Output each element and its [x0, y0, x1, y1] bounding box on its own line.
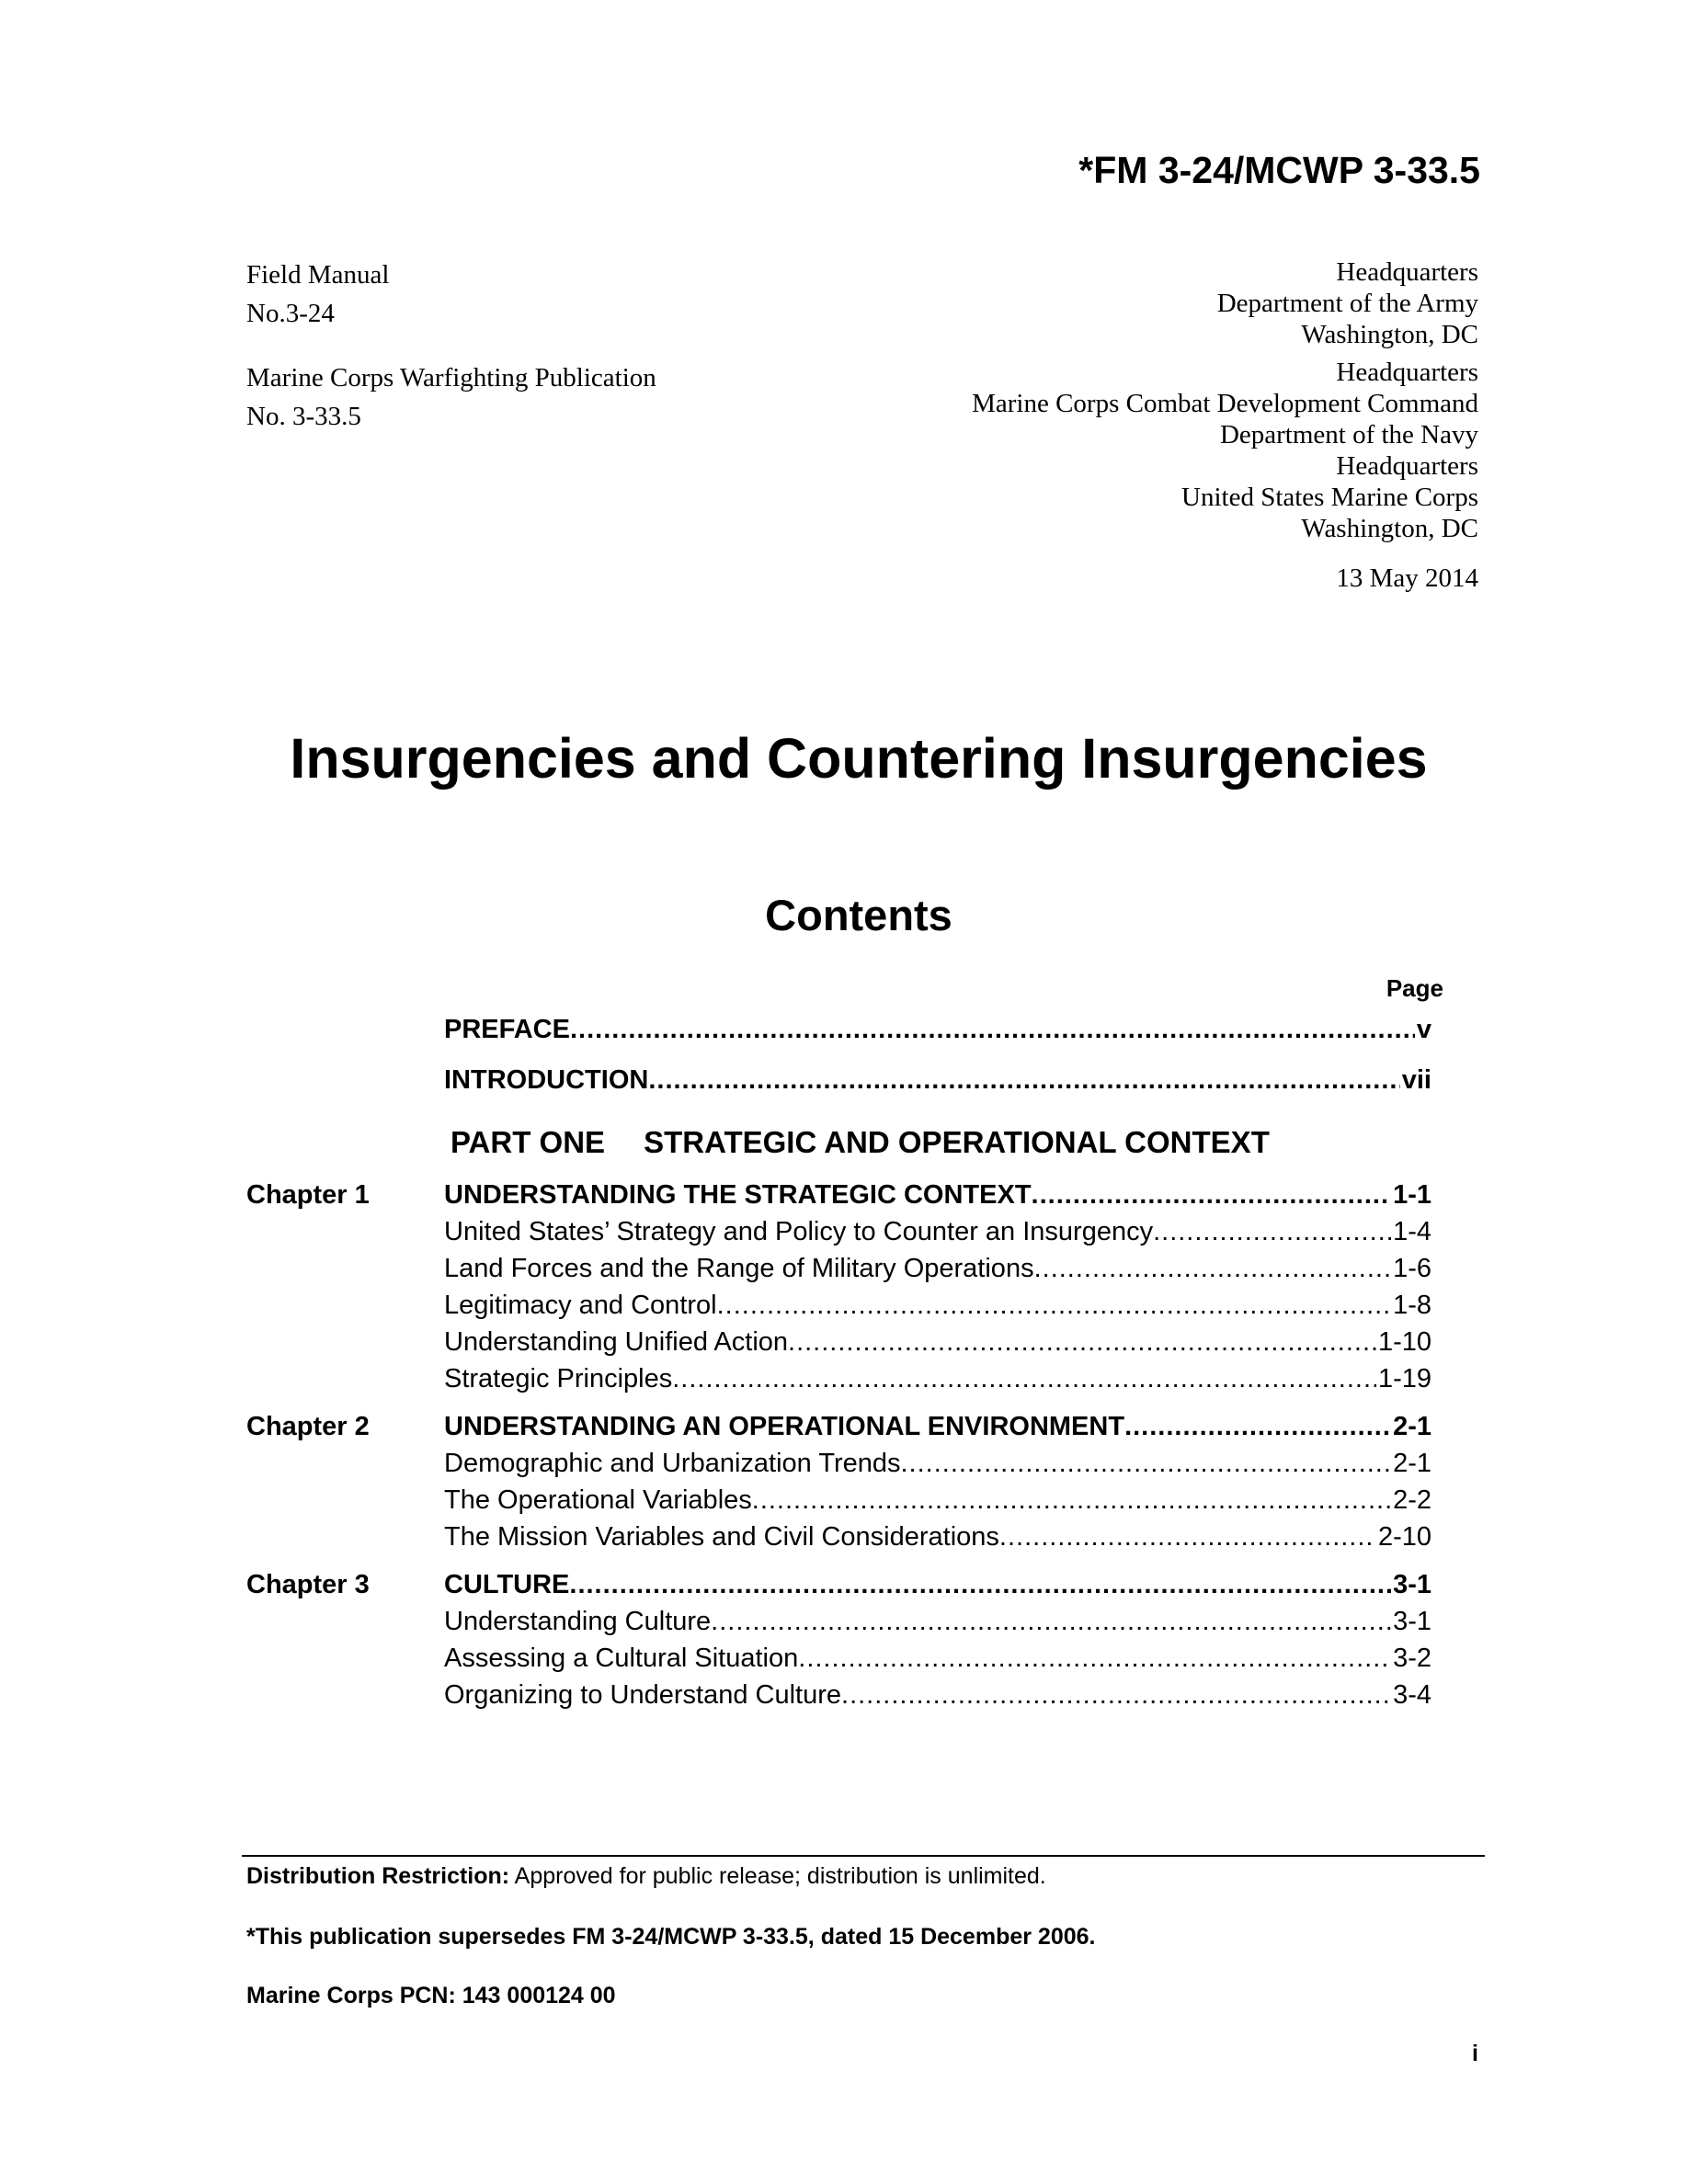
- toc-section[interactable]: [444, 1363, 1431, 1394]
- toc-section[interactable]: [444, 1448, 1431, 1479]
- toc-entry-preface[interactable]: [444, 1014, 1431, 1045]
- toc-leader: [1153, 1216, 1391, 1247]
- hq-line: Headquarters: [1336, 257, 1478, 287]
- chapter-label: Chapter 3: [246, 1570, 370, 1599]
- mcwp-label: Marine Corps Warfighting Publication: [246, 363, 656, 392]
- toc-entry-label: The Mission Variables and Civil Considerations: [444, 1522, 999, 1552]
- toc-page: 1-8: [1393, 1291, 1431, 1320]
- toc-entry-label: UNDERSTANDING AN OPERATIONAL ENVIRONMENT: [444, 1412, 1125, 1441]
- hq-line: Headquarters: [1336, 358, 1478, 387]
- part-label: PART ONE: [451, 1125, 606, 1159]
- toc-leader: [711, 1606, 1391, 1637]
- field-manual-number: No.3-24: [246, 299, 335, 328]
- supersedes-note: *This publication supersedes FM 3-24/MCWP 3-33.5, dated 15 December 2006.: [246, 1924, 1096, 1950]
- toc-section[interactable]: [444, 1216, 1431, 1247]
- mcwp-number: No. 3-33.5: [246, 402, 361, 431]
- page-number: i: [1472, 2041, 1478, 2066]
- part-title: STRATEGIC AND OPERATIONAL CONTEXT: [644, 1125, 1270, 1159]
- toc-page: 2-2: [1393, 1485, 1431, 1515]
- toc-leader: [1034, 1253, 1392, 1284]
- chapter-label: Chapter 1: [246, 1180, 370, 1210]
- toc-leader: [901, 1448, 1392, 1479]
- toc-section[interactable]: [444, 1326, 1431, 1358]
- toc-leader: [841, 1679, 1391, 1711]
- chapter-label: Chapter 2: [246, 1412, 370, 1441]
- toc-page: 3-2: [1393, 1644, 1431, 1673]
- toc-page: vii: [1401, 1065, 1431, 1095]
- toc-entry-label: INTRODUCTION: [444, 1065, 649, 1095]
- toc-entry-label: PREFACE: [444, 1015, 570, 1044]
- toc-page: 3-1: [1393, 1570, 1431, 1599]
- part-heading: [451, 1125, 1270, 1160]
- toc-section[interactable]: [444, 1290, 1431, 1321]
- toc-entry-label: Understanding Unified Action: [444, 1327, 789, 1357]
- field-manual-label: Field Manual: [246, 260, 390, 290]
- toc-page: 3-1: [1393, 1607, 1431, 1636]
- toc-entry-label: Understanding Culture: [444, 1607, 712, 1636]
- contents-heading: Contents: [765, 891, 952, 939]
- toc-chapter-2[interactable]: [444, 1411, 1431, 1442]
- toc-section[interactable]: [444, 1484, 1431, 1516]
- toc-entry-label: Assessing a Cultural Situation: [444, 1644, 799, 1673]
- pcn-note: Marine Corps PCN: 143 000124 00: [246, 1983, 616, 2008]
- toc-entry-label: Demographic and Urbanization Trends: [444, 1449, 901, 1478]
- toc-section[interactable]: [444, 1253, 1431, 1284]
- hq-line: Washington, DC: [1301, 514, 1478, 543]
- toc-entry-label: United States’ Strategy and Policy to Counter an Insurgency: [444, 1217, 1154, 1246]
- toc-section[interactable]: [444, 1679, 1431, 1711]
- toc-section[interactable]: [444, 1521, 1431, 1553]
- toc-page: 2-1: [1393, 1412, 1431, 1441]
- distribution-text: Approved for public release; distribution is unlimited.: [509, 1863, 1046, 1889]
- toc-page: 1-19: [1377, 1364, 1431, 1393]
- toc-leader: [1124, 1411, 1391, 1442]
- toc-leader: [999, 1521, 1376, 1553]
- toc-section[interactable]: [444, 1643, 1431, 1674]
- toc-leader: [788, 1326, 1376, 1358]
- toc-leader: [570, 1014, 1415, 1045]
- toc-entry-label: The Operational Variables: [444, 1485, 752, 1515]
- toc-page: 3-4: [1393, 1680, 1431, 1710]
- toc-page: 1-10: [1377, 1327, 1431, 1357]
- hq-line: United States Marine Corps: [1181, 483, 1478, 512]
- toc-entry-introduction[interactable]: [444, 1064, 1431, 1096]
- footer-divider: [242, 1855, 1485, 1857]
- hq-line: Marine Corps Combat Development Command: [972, 389, 1478, 418]
- page-column-label: Page: [1386, 974, 1443, 1002]
- toc-chapter-1[interactable]: [444, 1179, 1431, 1211]
- distribution-restriction: [246, 1862, 1046, 1890]
- toc-leader: [648, 1064, 1399, 1096]
- hq-line: Headquarters: [1336, 451, 1478, 481]
- document-code: *FM 3-24/MCWP 3-33.5: [1078, 149, 1480, 191]
- toc-page: 1-4: [1393, 1217, 1431, 1246]
- distribution-label: Distribution Restriction:: [246, 1863, 510, 1889]
- toc-chapter-3[interactable]: [444, 1569, 1431, 1600]
- toc-section[interactable]: [444, 1606, 1431, 1637]
- toc-page: 1-6: [1393, 1254, 1431, 1283]
- toc-page: 2-1: [1393, 1449, 1431, 1478]
- toc-page: 2-10: [1377, 1522, 1431, 1552]
- hq-line: Department of the Navy: [1219, 420, 1478, 449]
- document-title: Insurgencies and Countering Insurgencies: [290, 727, 1428, 790]
- publication-date: 13 May 2014: [1336, 563, 1478, 593]
- toc-leader: [752, 1484, 1391, 1516]
- toc-entry-label: Organizing to Understand Culture: [444, 1680, 842, 1710]
- toc-page: 1-1: [1393, 1180, 1431, 1210]
- toc-entry-label: Land Forces and the Range of Military Operations: [444, 1254, 1034, 1283]
- hq-line: Washington, DC: [1301, 320, 1478, 349]
- toc-leader: [717, 1290, 1391, 1321]
- toc-entry-label: UNDERSTANDING THE STRATEGIC CONTEXT: [444, 1180, 1032, 1210]
- toc-leader: [1032, 1179, 1392, 1211]
- toc-entry-label: Legitimacy and Control: [444, 1291, 717, 1320]
- toc-entry-label: CULTURE: [444, 1570, 570, 1599]
- toc-leader: [798, 1643, 1391, 1674]
- toc-entry-label: Strategic Principles: [444, 1364, 673, 1393]
- toc-leader: [569, 1569, 1391, 1600]
- toc-leader: [672, 1363, 1376, 1394]
- toc-page: v: [1416, 1015, 1431, 1044]
- hq-line: Department of the Army: [1216, 289, 1478, 318]
